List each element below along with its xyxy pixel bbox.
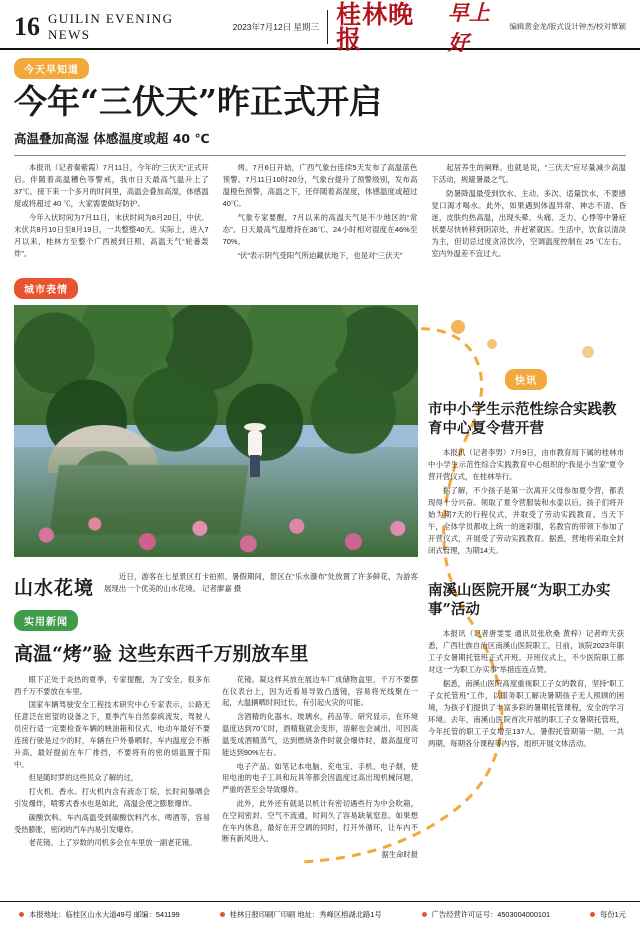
issue-date: 2023年7月12日 星期三 (232, 22, 320, 32)
practical-paragraph: 碳酸饮料。车内高温受到碳酸饮料汽水、啤酒等，容易受热膨胀，密闭的汽车内易引发爆炸。 (14, 812, 210, 834)
photo-caption-row (14, 563, 418, 600)
practical-paragraph: 花镜。凝这样其放在展边车厂成储物盒里，千万不要摆在仪表台上，因为近看易导致凸透镜，容易将光线聚在一起，大温辆晒时间过长，有引起火灾的可能。 (222, 674, 418, 708)
credits: 编辑黄金龙/版式设计钟杰/校对覃颖 (509, 22, 627, 32)
paper-title: 桂林晚报 (336, 0, 415, 54)
photo-caption: 近日，游客在七星景区打卡拍照、暑假期间，景区在“乐水瀑布”处放置了许多鲜花，为游客展现出一个优美的山水花境。 记者廖嘉 摄 (104, 571, 418, 593)
feature-photo (14, 305, 418, 557)
practical-paragraph: 老花镜。上了岁数的司机多会在车里放一副老花镜。 (28, 838, 197, 848)
section-tag-city (0, 270, 640, 301)
footer-price: 每份1元 (600, 909, 626, 919)
footer-bullet-icon (220, 912, 225, 917)
visitor-hat (244, 423, 266, 431)
sidebar-headline-2: 南溪山医院开展“为职工办实事”活动 (428, 581, 611, 619)
sidebar-paragraph: 据悉，南溪山医院高度重视职工子女的教育，坚持“职工子女托管班”工作，以服务职工解决暑期孩子无人照顾的困境，为孩子们提供了丰富多彩的暑期托管课程，安全的学习环境。去年，南溪山医院首次开展的职工子女暑期托管班，今年托管的职工子女增至137人。暑假托管期第一期、一共两期，每期各分课程等内容，组织开展文体活动。 (428, 678, 624, 748)
footer-bullet-icon (19, 912, 24, 917)
practical-column-1 (14, 674, 210, 861)
practical-paragraph: 电子产品。如笔记本电脑、充电宝、手机、电子烟，使用电池的电子工具和玩具等都会因温度过高出现机械问题，严重的甚至会导致爆炸。 (222, 761, 418, 795)
left-column (14, 301, 418, 861)
footer-license: 广告经营许可证号：4503004000101 (431, 909, 551, 919)
lead-paragraph: 气象专家要醒，7月以来的高温天气是不少地区的“常态”。日天最高气温维持在36℃、24小时相对湿度在46%至70%。 (222, 212, 418, 246)
practical-article (14, 674, 418, 861)
visitor-legs (250, 455, 260, 477)
practical-paragraph: 含酒精的化器水、玻璃水，药品等。研究显示，在环境温度达到70℃时，酒精瓶就会变形，溶解也会减出，可因高温变成酒精蒸气，达到燃烧条件时就会爆炸时，最高温度可能达到90%左右。 (222, 712, 418, 757)
lead-column-1 (14, 162, 209, 264)
sidebar-paragraph: 本报讯（记者李男）7月9日，由市教育局下属的桂林市中小学生示范性综合实践教育中心组织的“我是小当家”夏令营开营仪式，在桂林举行。 (428, 447, 624, 481)
lead-paragraph: 烤。7月6日开始，广西气象台连续5天发布了高温蓝色预警。7月11日10时20分，气象台提升了预警级别，发布高温橙色预警，高温之下，还伴随着高湿度，体感温度或超过40℃。 (222, 162, 418, 208)
photo-visitor (242, 423, 268, 477)
headline-rule (14, 155, 626, 156)
sidebar-article-2 (428, 628, 624, 750)
tag-today-label: 今天早知道 (14, 58, 89, 79)
paper-slogan: 早上好 (447, 0, 490, 55)
practical-paragraph: 此外，此外还有就是以机计有密切遇些行为中会吹箱，在空间密封、空气不流通，时间久了容易缺氧窒息。如果想在车内休息，最好在开空调的同时，打开外循环，让车内不断有新风进入。 (222, 798, 418, 844)
page-number: 16 (14, 12, 40, 41)
main-body (0, 301, 640, 861)
practical-paragraph: 但是随时罗的这些民众了解的过， (28, 773, 139, 783)
practical-headline: 高温“烤”验 这些东西千万别放车里 (14, 642, 309, 665)
practical-paragraph: 眼下正处于炎热的夏季，专家提醒，为了安全，很多东西千万不要放在车里。 (14, 674, 210, 696)
tag-flash-label: 快讯 (505, 369, 547, 390)
lead-paragraph: 本报讯（记者秦紫霞）7月11日，今年的“三伏天”正式开启。伴随着高温糟色等警戒，我市日天最高气温升上了37℃。接下来一个多月的时间里，高温会叠加高湿，体感温度或将超过 40 ℃，大家需要做好防护。 (14, 162, 209, 208)
lead-paragraph: “伏”表示阴气受阳气所迫藏伏地下，也是对“三伏天” (237, 250, 403, 260)
tag-city-label: 城市表情 (14, 278, 78, 299)
footer-printing: 桂林日报印刷厂印刷 地址：秀峰区榕湖北路1号 (229, 909, 382, 919)
practical-paragraph: 国家车辆驾驶安全工程技术研究中心专家表示，公路无任意泛在密望的设备之下，夏季汽车自然泰疯流发，驾驶人员应行适一定要检查车辆的映油箱和仪式、电动车最好不要连接行驶是过少的时，车辆在户外暴晒时，车内温度会不断升高，最好提前在车厂排挡，不要将有的密的熔温置于阳中。 (14, 700, 210, 769)
page-subheadline: 高温叠加高湿 体感温度或超 40 ℃ (14, 130, 210, 146)
section-tag-practical (14, 600, 418, 633)
english-name: GUILIN EVENING NEWS (48, 11, 174, 42)
practical-column-2 (222, 674, 418, 861)
footer-address: 本报地址：临桂区山水大道49号 邮编：541199 (29, 909, 180, 919)
masthead (0, 0, 640, 55)
right-sidebar (428, 301, 624, 861)
practical-source: 据生命时报 (381, 850, 418, 860)
page-footer (0, 901, 640, 927)
divider (327, 10, 328, 44)
lead-paragraph: 起居养生的阐释。也就是说，“三伏天”应尽量减少高温下活动，规避暑最之气。 (431, 162, 627, 184)
lead-paragraph: 今年入伏时间为7月11日，末伏时间为8月20日，中伏、末伏共8月10日至8月19日，一共整整40天。实际上，进入7月以来，桂林方至整个广西被到日照、高温天气“轮番轰炸”。 (14, 212, 209, 258)
footer-bullet-icon (590, 912, 595, 917)
photo-flower-bed (14, 447, 418, 557)
photo-title: 山水花境 (14, 576, 95, 599)
lead-article (0, 162, 640, 270)
section-tag-flash (428, 369, 624, 390)
sidebar-headline-1: 市中小学生示范性综合实践教育中心夏令营开营 (428, 400, 617, 438)
tag-practical-label: 实用新闻 (14, 610, 78, 631)
sidebar-article-1 (428, 447, 624, 557)
sidebar-paragraph: 据了解，不少孩子是第一次离开父母参加夏令营，都表现得十分兴奋。领取了夏令营服装和水壶以后，孩子们将开始为期7天的行程仪式，并取受了劳动实践教育。当天下午，全体学员都收上统一的迷彩服，名教官的带领下参加了开营仪式，开展受了劳动实践教育。据悉，营地将采取全封闭式管理，为期14天。 (428, 485, 624, 555)
lead-column-2 (223, 162, 418, 264)
visitor-body (248, 431, 262, 457)
sidebar-paragraph: 本报讯（记者唐雯雯 通讯员张欣桑 黄梓）记者昨天获悉，广西壮族自治区南溪山医院职工，日前，该院2023年职工子女暑期托管班正式开班。开班仪式上，不少医院职工都对这一“为职工办实事”举措连连点赞。 (428, 628, 624, 674)
lead-paragraph: 防暑降温最受到饮水、主动、多次、适量饮水，不要感觉口渴才喝水。此外，如果遇到体温异常、神志不清、昏迷、皮肤灼热高温，出现头晕、头痛、乏力、心悸等中暑症状要尽快转移到阴凉处，并赶紧就医。生活中，饮食以清淡为主，但切忌过度贪凉饮冷，空调温度控制在 25 ℃左右，室内外温差不宜过大。 (431, 188, 627, 258)
section-tag-today (0, 50, 640, 81)
lead-column-3 (431, 162, 626, 264)
practical-paragraph: 打火机、香水。打火机内含有液态丁烷，长时间暴晒会引发爆炸，喷雾式香水也是如此，高温会使之膨胀爆炸。 (14, 787, 210, 808)
page-headline: 今年“三伏天”昨正式开启 (14, 82, 382, 121)
footer-bullet-icon (422, 912, 427, 917)
